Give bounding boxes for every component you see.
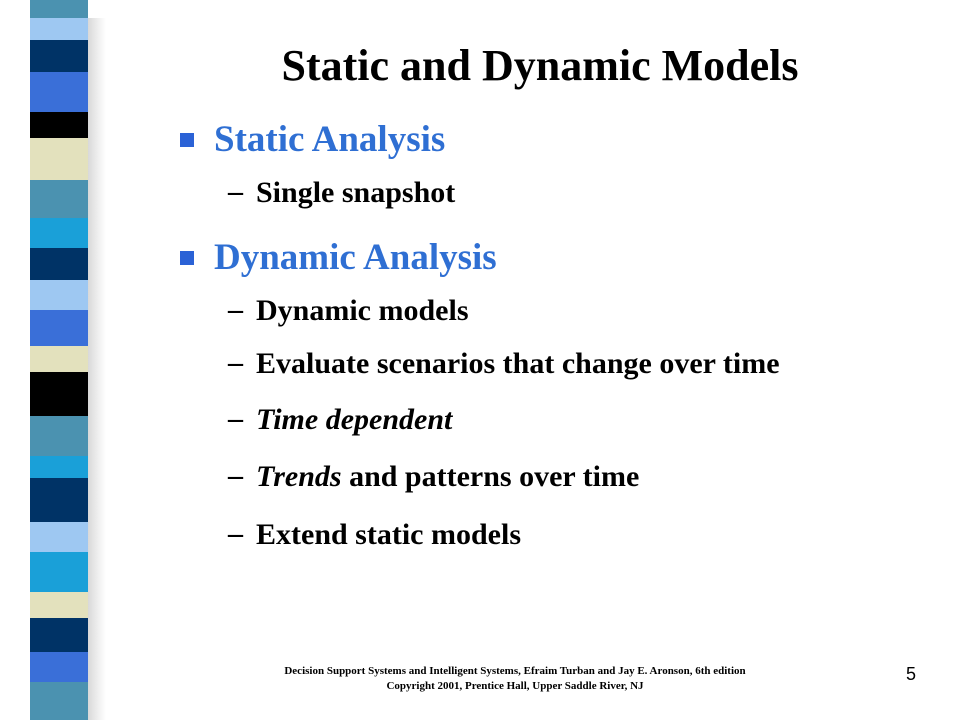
strip-block xyxy=(30,138,88,180)
strip-top-notch xyxy=(88,0,108,18)
footer-line-2: Copyright 2001, Prentice Hall, Upper Saddle River, NJ xyxy=(386,679,644,692)
dash-marker: – xyxy=(228,401,243,435)
plain-text: and patterns over time xyxy=(341,460,640,494)
sub-item xyxy=(228,517,880,554)
strip-block xyxy=(30,180,88,218)
sub-item-label: Extend static models xyxy=(256,517,521,551)
sub-item xyxy=(228,346,880,383)
bullet-label: Static Analysis xyxy=(214,119,446,160)
bullet-label: Dynamic Analysis xyxy=(214,236,497,278)
strip-block xyxy=(30,346,88,372)
strip-block xyxy=(30,0,88,18)
sub-item-label xyxy=(256,459,639,496)
bullet-dynamic-analysis xyxy=(180,236,880,279)
sub-item xyxy=(228,175,880,212)
footer-line-1: Decision Support Systems and Intelligent Systems, Efraim Turban and Jay E. Aronson, 6th edition xyxy=(284,665,746,677)
dash-marker: – xyxy=(228,346,243,380)
sub-item xyxy=(228,402,880,439)
dash-marker: – xyxy=(228,516,243,550)
sub-item-label: Evaluate scenarios that change over time xyxy=(256,347,780,381)
sub-item xyxy=(228,459,880,496)
square-bullet-icon xyxy=(180,133,194,147)
slide-footer xyxy=(220,664,810,694)
strip-block xyxy=(30,112,88,138)
strip-block xyxy=(30,478,88,522)
sub-item xyxy=(228,293,880,330)
strip-block xyxy=(30,416,88,456)
italic-text: Trends xyxy=(256,460,342,494)
left-decorative-strip xyxy=(30,0,88,720)
strip-block xyxy=(30,72,88,112)
slide-content xyxy=(180,118,880,554)
strip-block xyxy=(30,372,88,416)
dash-marker: – xyxy=(228,175,243,208)
strip-block xyxy=(30,310,88,346)
strip-block xyxy=(30,552,88,592)
strip-block xyxy=(30,280,88,310)
strip-block xyxy=(30,682,88,720)
strip-block xyxy=(30,522,88,552)
sub-item-label xyxy=(256,402,452,439)
strip-block xyxy=(30,618,88,652)
strip-block xyxy=(30,592,88,618)
strip-block xyxy=(30,40,88,72)
dash-marker: – xyxy=(228,292,243,326)
strip-block xyxy=(30,218,88,248)
strip-block xyxy=(30,18,88,40)
bullet-static-analysis xyxy=(180,118,880,161)
strip-block xyxy=(30,248,88,280)
slide-title: Static and Dynamic Models xyxy=(281,41,799,90)
sub-item-label: Single snapshot xyxy=(256,176,456,209)
slide-number: 5 xyxy=(906,664,917,684)
strip-block xyxy=(30,652,88,682)
square-bullet-icon xyxy=(180,251,194,265)
sub-item-label: Dynamic models xyxy=(256,293,469,327)
strip-block xyxy=(30,456,88,478)
italic-text: Time dependent xyxy=(256,402,453,436)
dash-marker: – xyxy=(228,459,243,493)
